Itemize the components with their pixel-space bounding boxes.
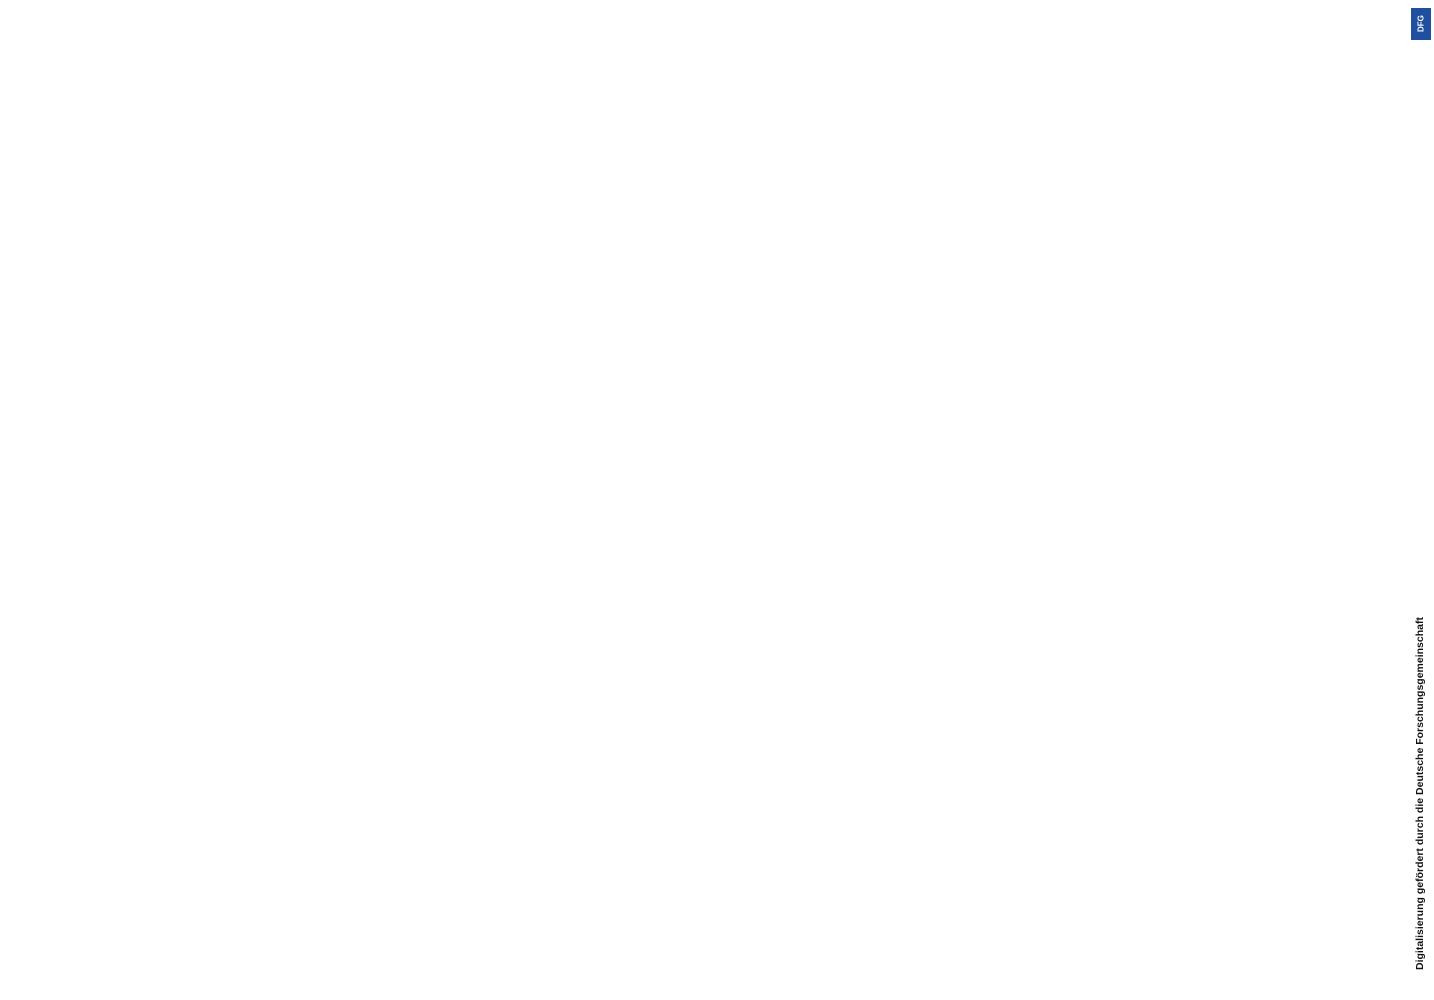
digitization-sidebar [1404,0,1434,1000]
funding-credit: Digitalisierung gefördert durch die Deutsche Forschungsgemeinschaft [1414,617,1426,970]
dfg-logo: DFG [1411,8,1431,40]
